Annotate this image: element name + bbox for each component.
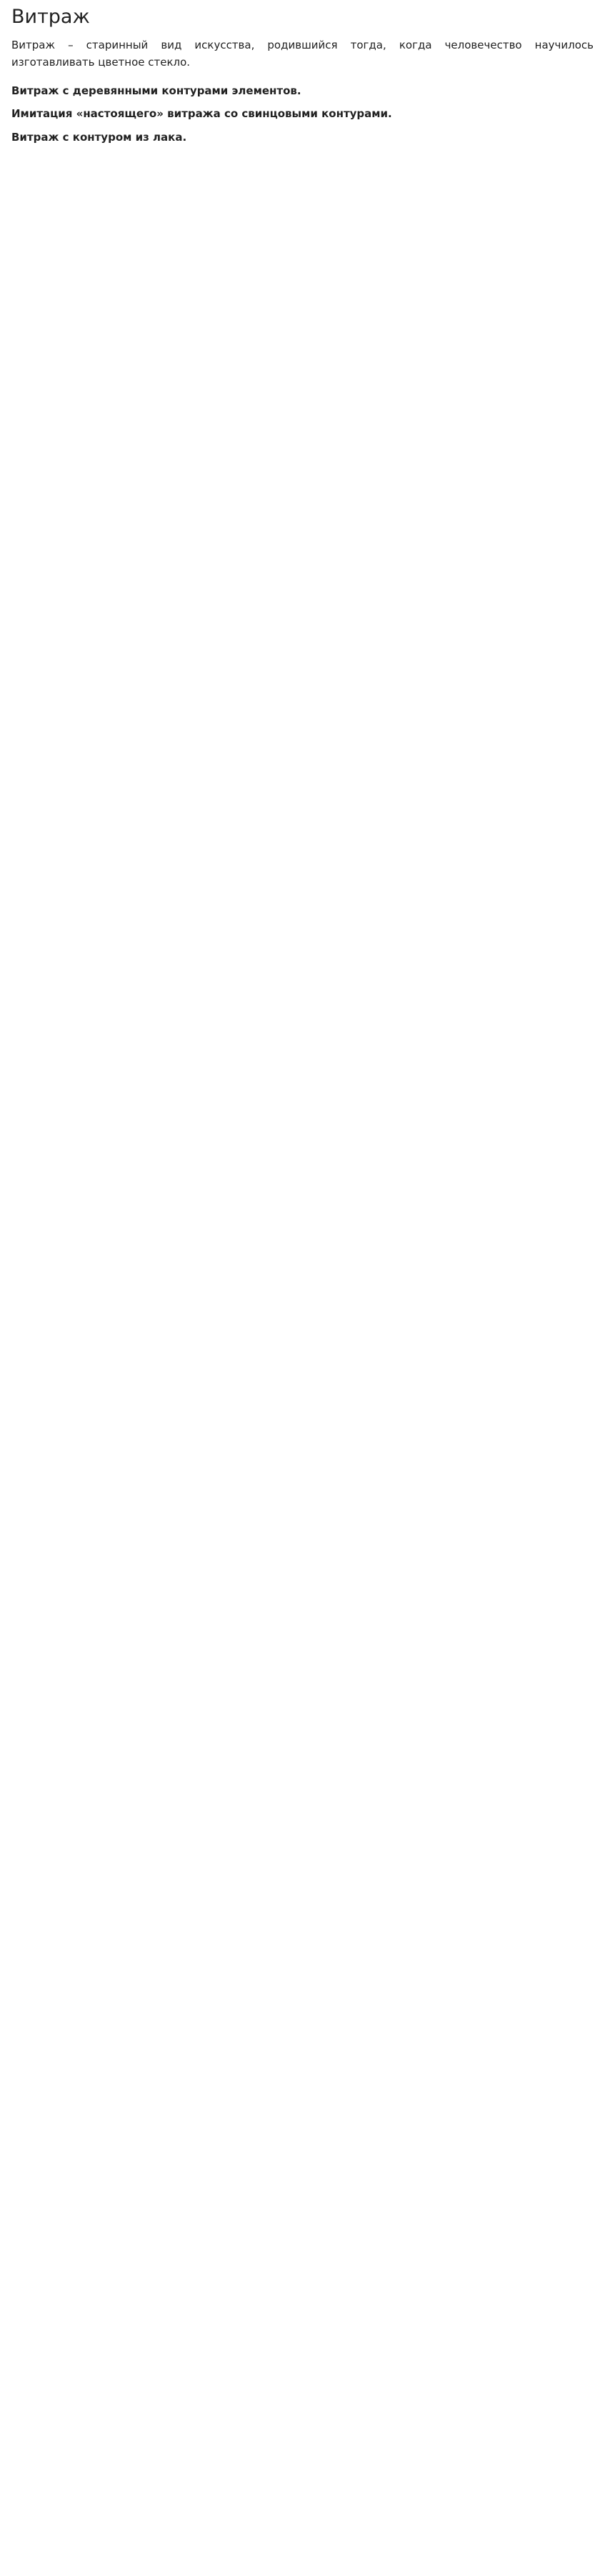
- section-heading: Витраж с контуром из лака.: [11, 130, 187, 144]
- article-page: [0, 0, 605, 169]
- page-title: Витраж: [11, 6, 90, 28]
- article-body: [11, 36, 594, 145]
- section-heading: Витраж с деревянными контурами элементов.: [11, 84, 301, 97]
- section-heading: Имитация «настоящего» витража со свинцовыми контурами.: [11, 107, 392, 121]
- paragraph: Витраж – старинный вид искусства, родившийся тогда, когда человечество научилось изготавливать цветное стекло.: [11, 39, 594, 69]
